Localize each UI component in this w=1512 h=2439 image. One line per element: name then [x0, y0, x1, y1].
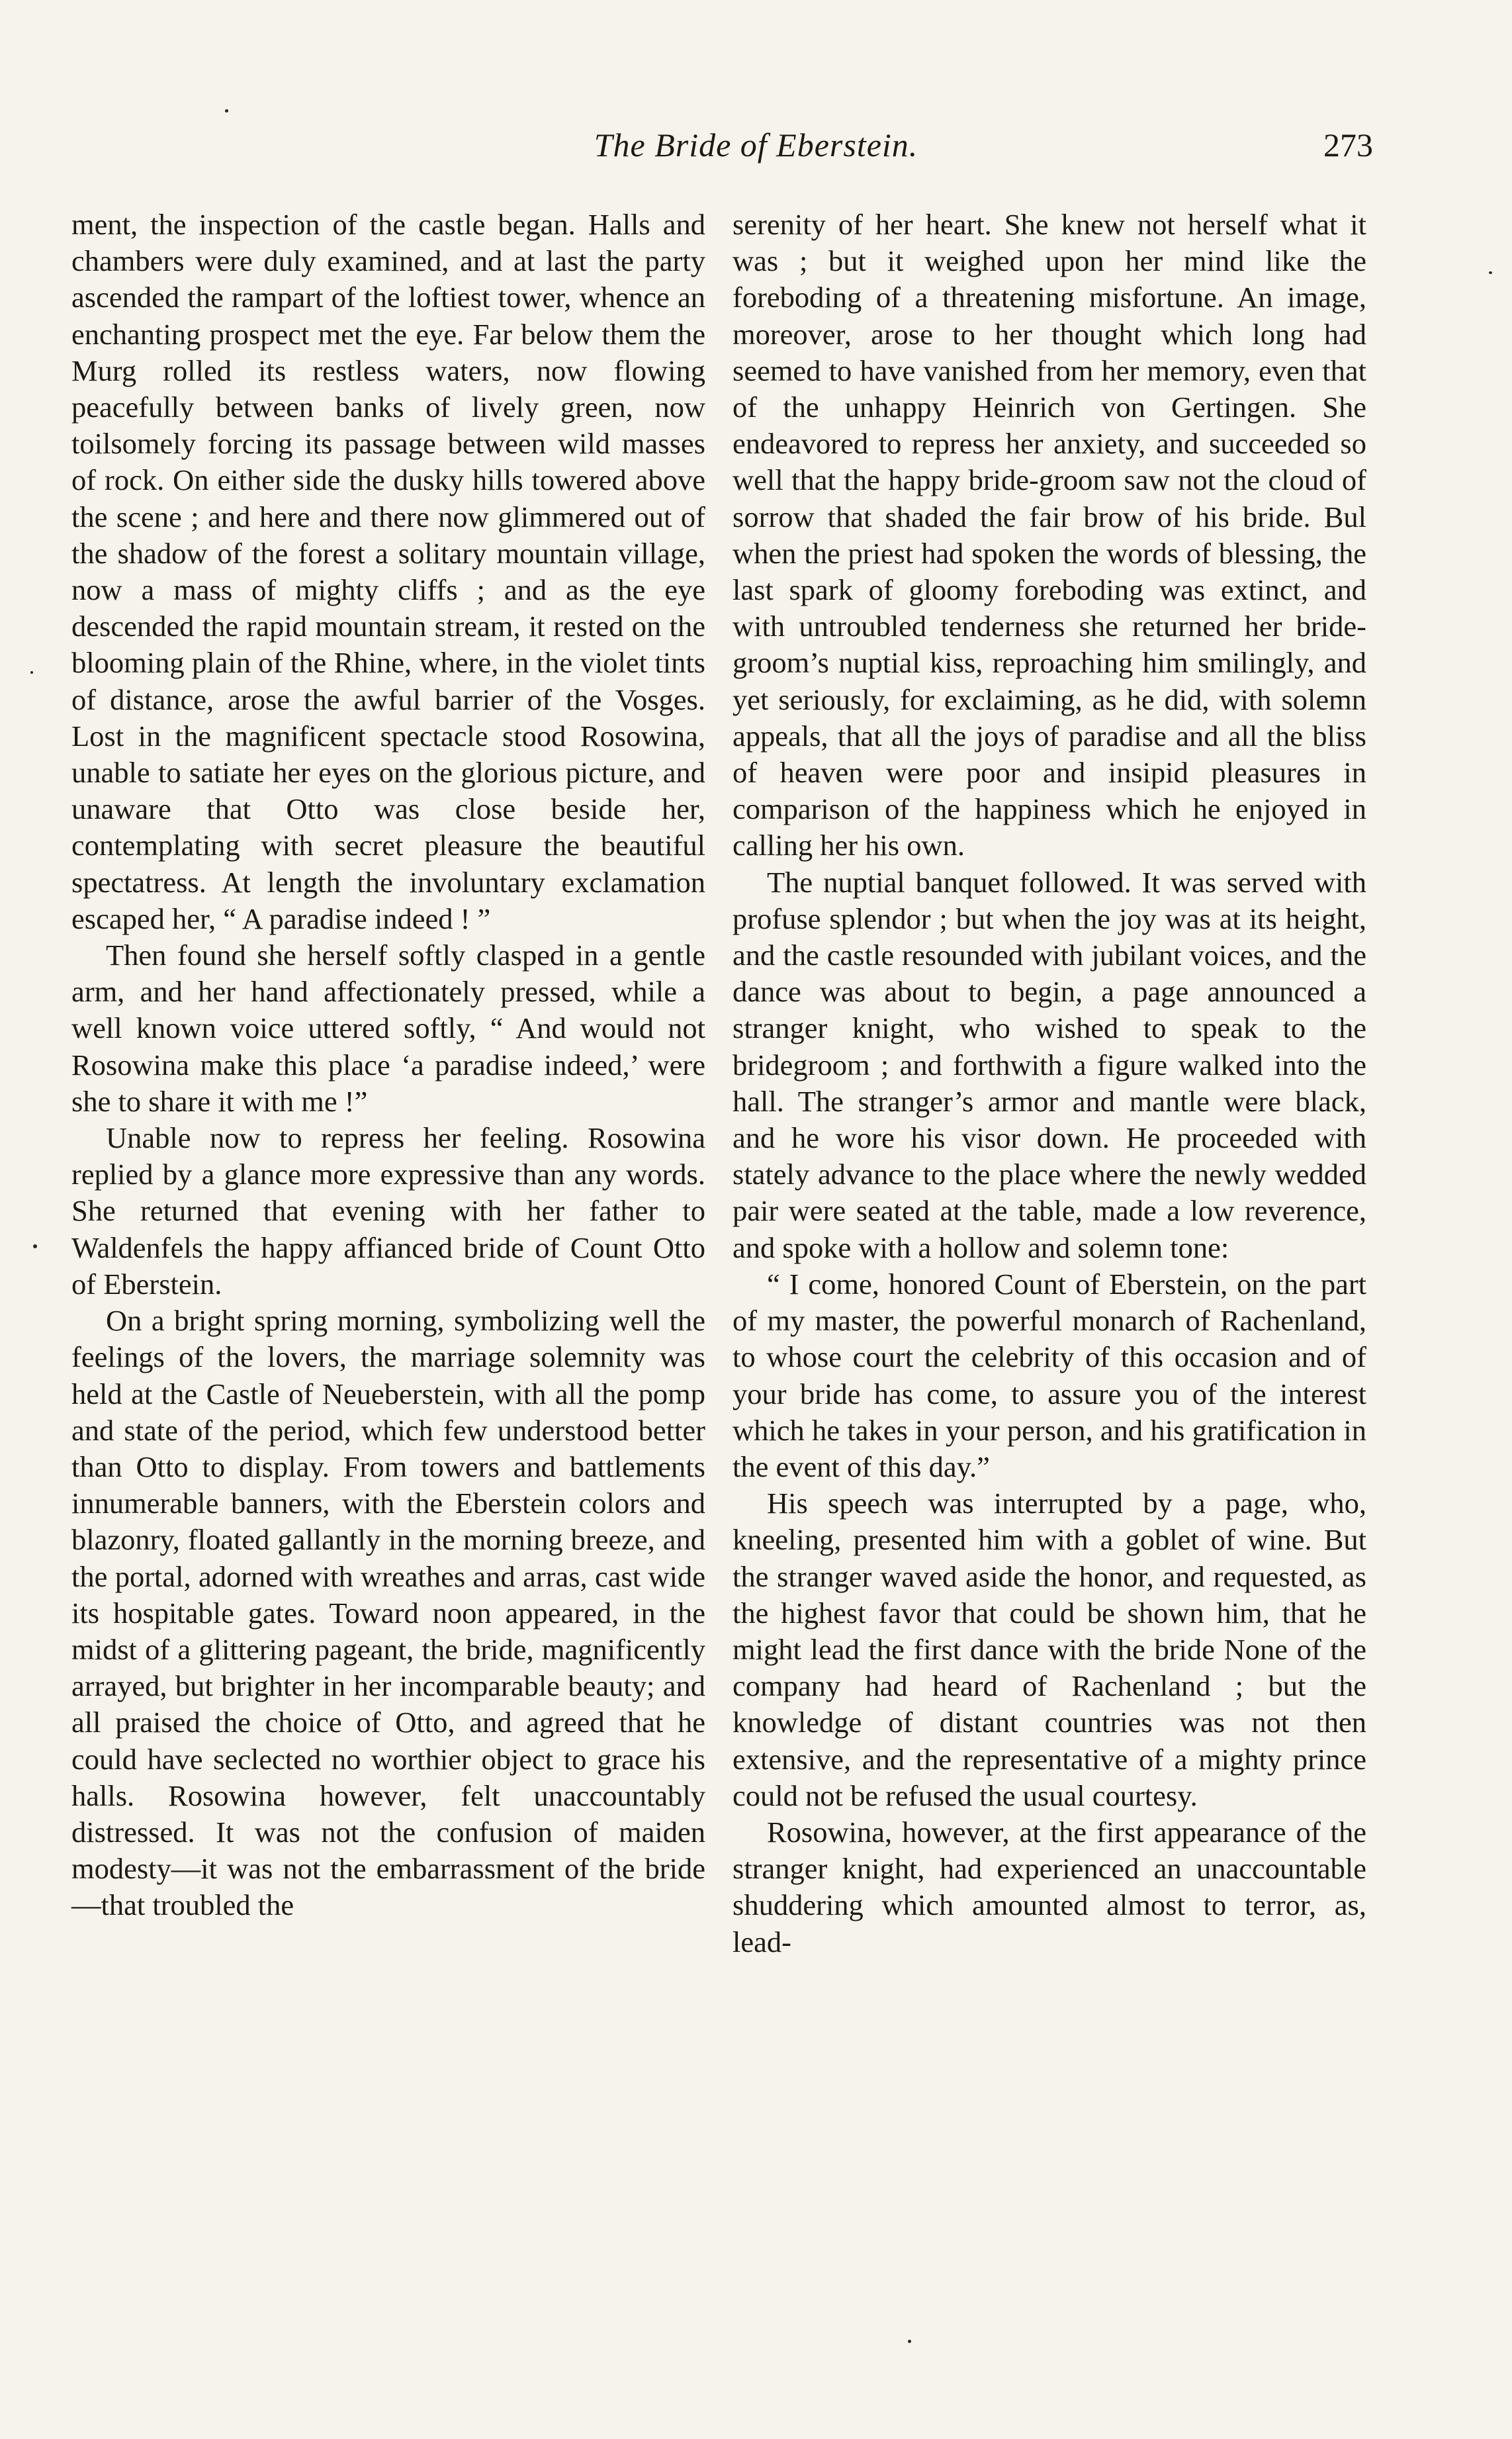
- running-head: [0, 126, 1512, 172]
- paragraph: Unable now to repress her feeling. Rosowina replied by a glance more expressive than any words. She returned that evening with her father to Waldenfels the happy affianced bride of Count Otto of Eberstein.: [71, 1121, 705, 1301]
- ink-speck: [1489, 271, 1492, 274]
- running-title: The Bride of Eberstein.: [594, 126, 918, 163]
- paragraph: ment, the inspection of the castle began. Halls and chambers were duly examined, and at last the party ascended the rampart of the loftiest tower, whence an enchanting prospect met the eye. Far below them the Murg rolled its restless waters, now flowing peacefully between banks of lively green, now toilsomely forcing its passage between wild masses of rock. On either side the dusky hills towered above the scene ; and here and there now glimmered out of the shadow of the forest a solitary mountain village, now a mass of mighty cliffs ; and as the eye descended the rapid mountain stream, it rested on the blooming plain of the Rhine, where, in the violet tints of distance, arose the awful barrier of the Vosges. Lost in the magnificent spectacle stood Rosowina, unable to satiate her eyes on the glorious picture, and unaware that Otto was close beside her, contemplating with secret pleasure the beautiful spectatress. At length the involuntary exclamation escaped her, “ A paradise indeed ! ”: [71, 208, 705, 935]
- ink-speck: [33, 1244, 37, 1248]
- paragraph: On a bright spring morning, symbolizing well the feelings of the lovers, the marriage solemnity was held at the Castle of Neueberstein, with all the pomp and state of the period, which few understood better than Otto to display. From towers and battlements innumerable banners, with the Eberstein colors and blazonry, floated gallantly in the morning breeze, and the portal, adorned with wreathes and arras, cast wide its hospitable gates. Toward noon appeared, in the midst of a glittering pageant, the bride, magnificently arrayed, but brighter in her incomparable beauty; and all praised the choice of Otto, and agreed that he could have seclected no worthier object to grace his halls. Rosowina however, felt unaccountably distressed. It was not the confusion of maiden modesty—it was not the embarrassment of the bride—that troubled the: [71, 1304, 705, 1922]
- paragraph: Rosowina, however, at the first appearance of the stranger knight, had experienced an unaccountable shuddering which amounted almost to terror, as, lead-: [733, 1815, 1366, 1958]
- ink-speck: [225, 109, 228, 113]
- page-number: 273: [1323, 126, 1373, 163]
- left-column: [71, 207, 705, 1924]
- ink-speck: [908, 2340, 911, 2343]
- paragraph: Then found she herself softly clasped in a gentle arm, and her hand affectionately pressed, while a well known voice uttered softly, “ And would not Rosowina make this place ‘a paradise indeed,’ were she to share it with me !”: [71, 939, 705, 1118]
- paragraph: serenity of her heart. She knew not herself what it was ; but it weighed upon her mind like the foreboding of a threatening misfortune. An image, moreover, arose to her thought which long had seemed to have vanished from her memory, even that of the unhappy Heinrich von Gertingen. She endeavored to repress her anxiety, and succeeded so well that the happy bride-groom saw not the cloud of sorrow that shaded the fair brow of his bride. Bul when the priest had spoken the words of blessing, the last spark of gloomy foreboding was extinct, and with untroubled tenderness she returned her bride-groom’s nuptial kiss, reproaching him smilingly, and yet seriously, for exclaiming, as he did, with solemn appeals, that all the joys of paradise and all the bliss of heaven were poor and insipid pleasures in comparison of the happiness which he enjoyed in calling her his own.: [733, 208, 1366, 862]
- ink-speck: [30, 671, 33, 674]
- right-column: [733, 207, 1366, 1960]
- paragraph: His speech was interrupted by a page, who, kneeling, presented him with a goblet of wine. But the stranger waved aside the honor, and requested, as the highest favor that could be shown him, that he might lead the first dance with the bride None of the company had heard of Rachenland ; but the knowledge of distant countries was not then extensive, and the representative of a mighty prince could not be refused the usual courtesy.: [733, 1487, 1366, 1812]
- paragraph: “ I come, honored Count of Eberstein, on the part of my master, the powerful monarch of Rachenland, to whose court the celebrity of this occasion and of your bride has come, to assure you of the interest which he takes in your person, and his gratification in the event of this day.”: [733, 1267, 1366, 1483]
- paragraph: The nuptial banquet followed. It was served with profuse splendor ; but when the joy was at its height, and the castle resounded with jubilant voices, and the dance was about to begin, a page announced a stranger knight, who wished to speak to the bridegroom ; and forthwith a figure walked into the hall. The stranger’s armor and mantle were black, and he wore his visor down. He proceeded with stately advance to the place where the newly wedded pair were seated at the table, made a low reverence, and spoke with a hollow and solemn tone:: [733, 865, 1366, 1264]
